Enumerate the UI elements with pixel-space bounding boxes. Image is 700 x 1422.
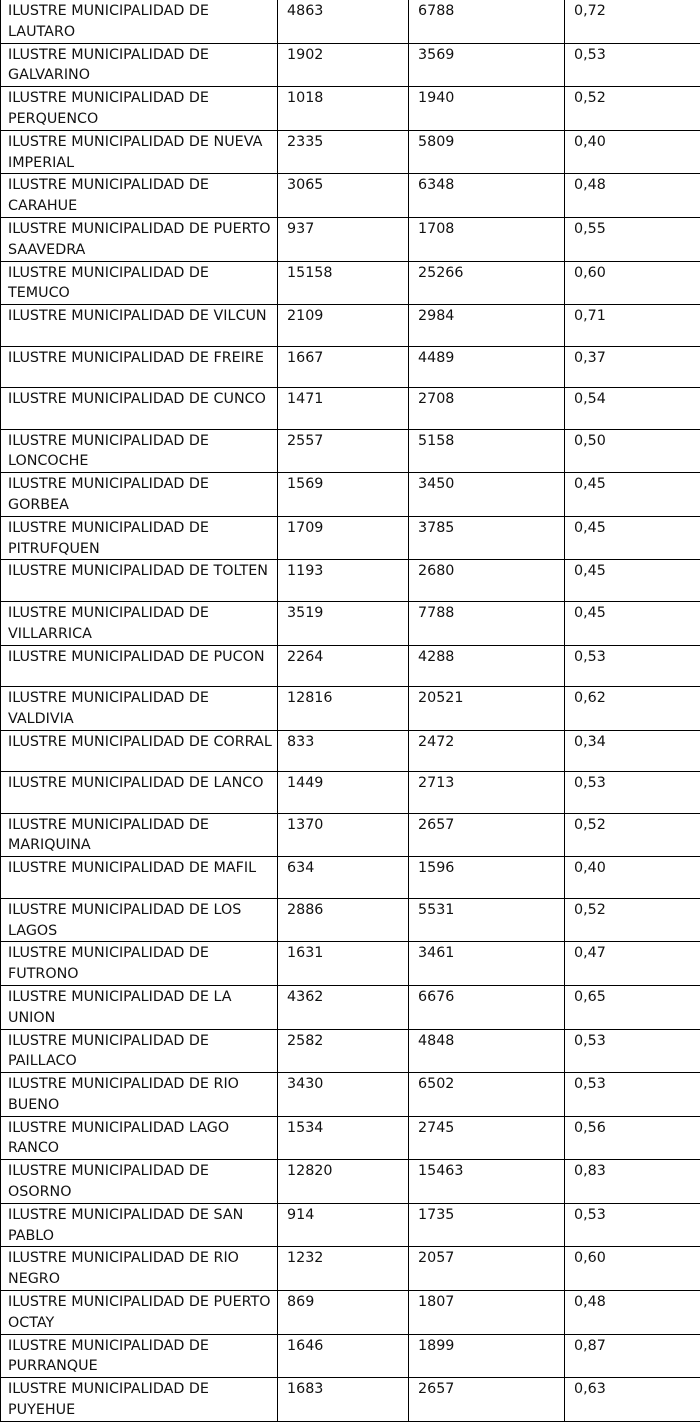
value-a-cell: 937 <box>278 217 409 261</box>
value-b-cell: 1735 <box>409 1203 565 1247</box>
table-row <box>1 1378 700 1422</box>
municipality-name-cell: ILUSTRE MUNICIPALIDAD DE MARIQUINA <box>1 813 278 857</box>
ratio-cell: 0,53 <box>565 43 700 87</box>
municipality-name-cell: ILUSTRE MUNICIPALIDAD DE LA UNION <box>1 985 278 1029</box>
ratio-cell: 0,34 <box>565 730 700 772</box>
table-row <box>1 1029 700 1073</box>
municipality-name-cell: ILUSTRE MUNICIPALIDAD DE LANCO <box>1 772 278 814</box>
value-b-cell: 2680 <box>409 560 565 602</box>
value-b-cell: 15463 <box>409 1160 565 1204</box>
value-b-cell: 5531 <box>409 898 565 942</box>
municipality-name-cell: ILUSTRE MUNICIPALIDAD DE LONCOCHE <box>1 429 278 473</box>
value-b-cell: 2713 <box>409 772 565 814</box>
value-a-cell: 2335 <box>278 130 409 174</box>
ratio-cell: 0,60 <box>565 1247 700 1291</box>
municipality-name-cell: ILUSTRE MUNICIPALIDAD DE LAUTARO <box>1 0 278 43</box>
value-a-cell: 2886 <box>278 898 409 942</box>
value-b-cell: 2057 <box>409 1247 565 1291</box>
table-body <box>1 0 700 1421</box>
value-b-cell: 2657 <box>409 813 565 857</box>
table-row <box>1 985 700 1029</box>
table-row <box>1 1160 700 1204</box>
ratio-cell: 0,83 <box>565 1160 700 1204</box>
table-row <box>1 1116 700 1160</box>
value-a-cell: 833 <box>278 730 409 772</box>
table-row <box>1 0 700 43</box>
value-b-cell: 6348 <box>409 174 565 218</box>
value-a-cell: 1471 <box>278 388 409 430</box>
ratio-cell: 0,53 <box>565 1203 700 1247</box>
value-a-cell: 1646 <box>278 1334 409 1378</box>
value-b-cell: 6788 <box>409 0 565 43</box>
table-row <box>1 772 700 814</box>
value-a-cell: 1370 <box>278 813 409 857</box>
municipality-name-cell: ILUSTRE MUNICIPALIDAD DE MAFIL <box>1 857 278 899</box>
value-a-cell: 1902 <box>278 43 409 87</box>
value-b-cell: 3450 <box>409 473 565 517</box>
table-row <box>1 261 700 305</box>
value-a-cell: 1709 <box>278 516 409 560</box>
ratio-cell: 0,45 <box>565 601 700 645</box>
value-b-cell: 4288 <box>409 645 565 687</box>
value-b-cell: 2472 <box>409 730 565 772</box>
value-a-cell: 914 <box>278 1203 409 1247</box>
value-b-cell: 1940 <box>409 87 565 131</box>
municipality-name-cell: ILUSTRE MUNICIPALIDAD DE VALDIVIA <box>1 687 278 731</box>
ratio-cell: 0,40 <box>565 130 700 174</box>
value-a-cell: 869 <box>278 1291 409 1335</box>
table-row <box>1 388 700 430</box>
value-a-cell: 1449 <box>278 772 409 814</box>
value-a-cell: 3519 <box>278 601 409 645</box>
table-row <box>1 516 700 560</box>
ratio-cell: 0,53 <box>565 645 700 687</box>
value-a-cell: 2582 <box>278 1029 409 1073</box>
municipality-name-cell: ILUSTRE MUNICIPALIDAD DE PERQUENCO <box>1 87 278 131</box>
value-a-cell: 12816 <box>278 687 409 731</box>
municipality-name-cell: ILUSTRE MUNICIPALIDAD DE SAN PABLO <box>1 1203 278 1247</box>
ratio-cell: 0,54 <box>565 388 700 430</box>
ratio-cell: 0,47 <box>565 942 700 986</box>
ratio-cell: 0,40 <box>565 857 700 899</box>
value-a-cell: 2109 <box>278 305 409 347</box>
municipality-name-cell: ILUSTRE MUNICIPALIDAD DE TOLTEN <box>1 560 278 602</box>
ratio-cell: 0,52 <box>565 898 700 942</box>
table-row <box>1 645 700 687</box>
value-b-cell: 1708 <box>409 217 565 261</box>
table-row <box>1 560 700 602</box>
table-row <box>1 730 700 772</box>
ratio-cell: 0,45 <box>565 473 700 517</box>
value-a-cell: 1683 <box>278 1378 409 1422</box>
table-row <box>1 174 700 218</box>
table-row <box>1 217 700 261</box>
municipality-name-cell: ILUSTRE MUNICIPALIDAD DE PUYEHUE <box>1 1378 278 1422</box>
table-row <box>1 898 700 942</box>
ratio-cell: 0,48 <box>565 1291 700 1335</box>
value-b-cell: 2657 <box>409 1378 565 1422</box>
ratio-cell: 0,55 <box>565 217 700 261</box>
ratio-cell: 0,62 <box>565 687 700 731</box>
table-row <box>1 130 700 174</box>
municipality-name-cell: ILUSTRE MUNICIPALIDAD DE RIO BUENO <box>1 1073 278 1117</box>
municipality-name-cell: ILUSTRE MUNICIPALIDAD DE FREIRE <box>1 346 278 388</box>
value-a-cell: 1534 <box>278 1116 409 1160</box>
value-a-cell: 3430 <box>278 1073 409 1117</box>
municipality-name-cell: ILUSTRE MUNICIPALIDAD DE FUTRONO <box>1 942 278 986</box>
value-b-cell: 4848 <box>409 1029 565 1073</box>
table-row <box>1 87 700 131</box>
value-a-cell: 1232 <box>278 1247 409 1291</box>
value-b-cell: 25266 <box>409 261 565 305</box>
municipality-name-cell: ILUSTRE MUNICIPALIDAD DE PURRANQUE <box>1 1334 278 1378</box>
table-row <box>1 942 700 986</box>
table-row <box>1 1203 700 1247</box>
value-b-cell: 4489 <box>409 346 565 388</box>
value-a-cell: 1193 <box>278 560 409 602</box>
municipality-name-cell: ILUSTRE MUNICIPALIDAD DE GALVARINO <box>1 43 278 87</box>
municipality-name-cell: ILUSTRE MUNICIPALIDAD DE TEMUCO <box>1 261 278 305</box>
ratio-cell: 0,45 <box>565 560 700 602</box>
ratio-cell: 0,60 <box>565 261 700 305</box>
value-a-cell: 2557 <box>278 429 409 473</box>
ratio-cell: 0,71 <box>565 305 700 347</box>
value-a-cell: 634 <box>278 857 409 899</box>
value-b-cell: 7788 <box>409 601 565 645</box>
municipality-name-cell: ILUSTRE MUNICIPALIDAD DE VILLARRICA <box>1 601 278 645</box>
ratio-cell: 0,53 <box>565 1073 700 1117</box>
value-b-cell: 6676 <box>409 985 565 1029</box>
ratio-cell: 0,65 <box>565 985 700 1029</box>
municipality-name-cell: ILUSTRE MUNICIPALIDAD DE PUERTO OCTAY <box>1 1291 278 1335</box>
value-a-cell: 12820 <box>278 1160 409 1204</box>
value-b-cell: 2745 <box>409 1116 565 1160</box>
table-row <box>1 473 700 517</box>
table-row <box>1 429 700 473</box>
value-a-cell: 4362 <box>278 985 409 1029</box>
value-b-cell: 5809 <box>409 130 565 174</box>
value-b-cell: 2984 <box>409 305 565 347</box>
table-row <box>1 1247 700 1291</box>
value-a-cell: 4863 <box>278 0 409 43</box>
municipality-name-cell: ILUSTRE MUNICIPALIDAD LAGO RANCO <box>1 1116 278 1160</box>
municipality-name-cell: ILUSTRE MUNICIPALIDAD DE CARAHUE <box>1 174 278 218</box>
ratio-cell: 0,48 <box>565 174 700 218</box>
ratio-cell: 0,53 <box>565 1029 700 1073</box>
municipality-name-cell: ILUSTRE MUNICIPALIDAD DE RIO NEGRO <box>1 1247 278 1291</box>
municipality-name-cell: ILUSTRE MUNICIPALIDAD DE PUERTO SAAVEDRA <box>1 217 278 261</box>
ratio-cell: 0,37 <box>565 346 700 388</box>
value-b-cell: 1807 <box>409 1291 565 1335</box>
municipality-name-cell: ILUSTRE MUNICIPALIDAD DE VILCUN <box>1 305 278 347</box>
table-row <box>1 1334 700 1378</box>
ratio-cell: 0,52 <box>565 813 700 857</box>
municipality-name-cell: ILUSTRE MUNICIPALIDAD DE LOS LAGOS <box>1 898 278 942</box>
value-a-cell: 3065 <box>278 174 409 218</box>
ratio-cell: 0,45 <box>565 516 700 560</box>
table-row <box>1 857 700 899</box>
value-a-cell: 1569 <box>278 473 409 517</box>
value-a-cell: 1667 <box>278 346 409 388</box>
ratio-cell: 0,52 <box>565 87 700 131</box>
value-a-cell: 2264 <box>278 645 409 687</box>
value-b-cell: 20521 <box>409 687 565 731</box>
ratio-cell: 0,56 <box>565 1116 700 1160</box>
ratio-cell: 0,87 <box>565 1334 700 1378</box>
table-row <box>1 687 700 731</box>
table-row <box>1 601 700 645</box>
value-b-cell: 3461 <box>409 942 565 986</box>
municipality-name-cell: ILUSTRE MUNICIPALIDAD DE PITRUFQUEN <box>1 516 278 560</box>
municipality-name-cell: ILUSTRE MUNICIPALIDAD DE OSORNO <box>1 1160 278 1204</box>
table-row <box>1 43 700 87</box>
municipality-name-cell: ILUSTRE MUNICIPALIDAD DE CORRAL <box>1 730 278 772</box>
value-b-cell: 1899 <box>409 1334 565 1378</box>
municipality-name-cell: ILUSTRE MUNICIPALIDAD DE GORBEA <box>1 473 278 517</box>
value-b-cell: 3785 <box>409 516 565 560</box>
value-a-cell: 1018 <box>278 87 409 131</box>
value-b-cell: 1596 <box>409 857 565 899</box>
table-row <box>1 346 700 388</box>
value-a-cell: 15158 <box>278 261 409 305</box>
table-row <box>1 1291 700 1335</box>
value-b-cell: 6502 <box>409 1073 565 1117</box>
ratio-cell: 0,50 <box>565 429 700 473</box>
table-row <box>1 813 700 857</box>
municipality-name-cell: ILUSTRE MUNICIPALIDAD DE PAILLACO <box>1 1029 278 1073</box>
table-row <box>1 1073 700 1117</box>
ratio-cell: 0,72 <box>565 0 700 43</box>
table-row <box>1 305 700 347</box>
value-b-cell: 2708 <box>409 388 565 430</box>
ratio-cell: 0,53 <box>565 772 700 814</box>
value-b-cell: 3569 <box>409 43 565 87</box>
municipality-name-cell: ILUSTRE MUNICIPALIDAD DE NUEVA IMPERIAL <box>1 130 278 174</box>
value-b-cell: 5158 <box>409 429 565 473</box>
municipality-name-cell: ILUSTRE MUNICIPALIDAD DE CUNCO <box>1 388 278 430</box>
municipality-name-cell: ILUSTRE MUNICIPALIDAD DE PUCON <box>1 645 278 687</box>
ratio-cell: 0,63 <box>565 1378 700 1422</box>
value-a-cell: 1631 <box>278 942 409 986</box>
